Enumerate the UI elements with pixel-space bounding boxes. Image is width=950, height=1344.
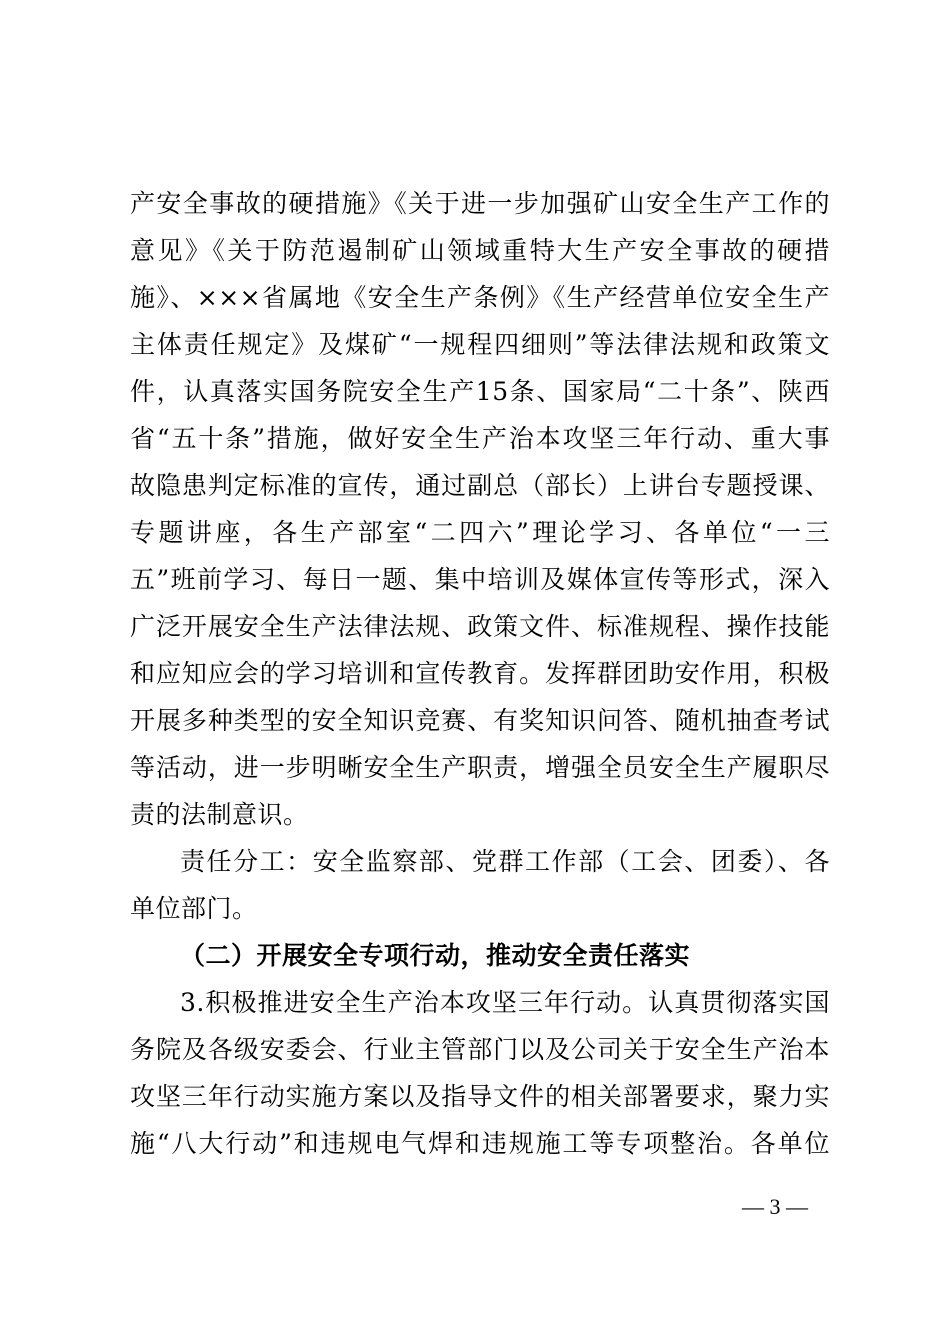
- body-text: [130, 180, 830, 1167]
- section-heading: （二）开展安全专项行动，推动安全责任落实: [180, 941, 691, 970]
- text-line: 产安全事故的硬措施》《关于进一步加强矿山安全生产工作的: [130, 189, 830, 218]
- text-line: 攻坚三年行动实施方案以及指导文件的相关部署要求，聚力实: [130, 1082, 830, 1111]
- text-line: 广泛开展安全生产法律法规、政策文件、标准规程、操作技能: [130, 612, 830, 641]
- text-line: 责的法制意识。: [130, 800, 309, 829]
- text-line: 等活动，进一步明晰安全生产职责，增强全员安全生产履职尽: [130, 753, 830, 782]
- text-line: 省“五十条”措施，做好安全生产治本攻坚三年行动、重大事: [130, 424, 830, 453]
- text-line: 务院及各级安委会、行业主管部门以及公司关于安全生产治本: [130, 1035, 830, 1064]
- text-line: 施》、×××省属地《安全生产条例》《生产经营单位安全生产: [130, 283, 830, 312]
- text-line: 开展多种类型的安全知识竞赛、有奖知识问答、随机抽查考试: [130, 706, 830, 735]
- text-line: 施“八大行动”和违规电气焊和违规施工等专项整治。各单位: [130, 1129, 830, 1158]
- page-number: — 3 —: [742, 1194, 808, 1219]
- text-line: 专题讲座，各生产部室“二四六”理论学习、各单位“一三: [130, 518, 830, 547]
- responsibility-line: 责任分工：安全监察部、党群工作部（工会、团委）、各: [180, 847, 830, 876]
- text-line: 意见》《关于防范遏制矿山领域重特大生产安全事故的硬措: [130, 236, 830, 265]
- text-line: 五”班前学习、每日一题、集中培训及媒体宣传等形式，深入: [130, 565, 830, 594]
- text-line: 和应知应会的学习培训和宣传教育。发挥群团助安作用，积极: [130, 659, 830, 688]
- text-line: 故隐患判定标准的宣传，通过副总（部长）上讲台专题授课、: [130, 471, 830, 500]
- text-line: 3.积极推进安全生产治本攻坚三年行动。认真贯彻落实国: [180, 988, 830, 1017]
- responsibility-line: 单位部门。: [130, 894, 258, 923]
- text-line: 件，认真落实国务院安全生产15条、国家局“二十条”、陕西: [130, 377, 830, 406]
- text-line: 主体责任规定》及煤矿“一规程四细则”等法律法规和政策文: [130, 330, 830, 359]
